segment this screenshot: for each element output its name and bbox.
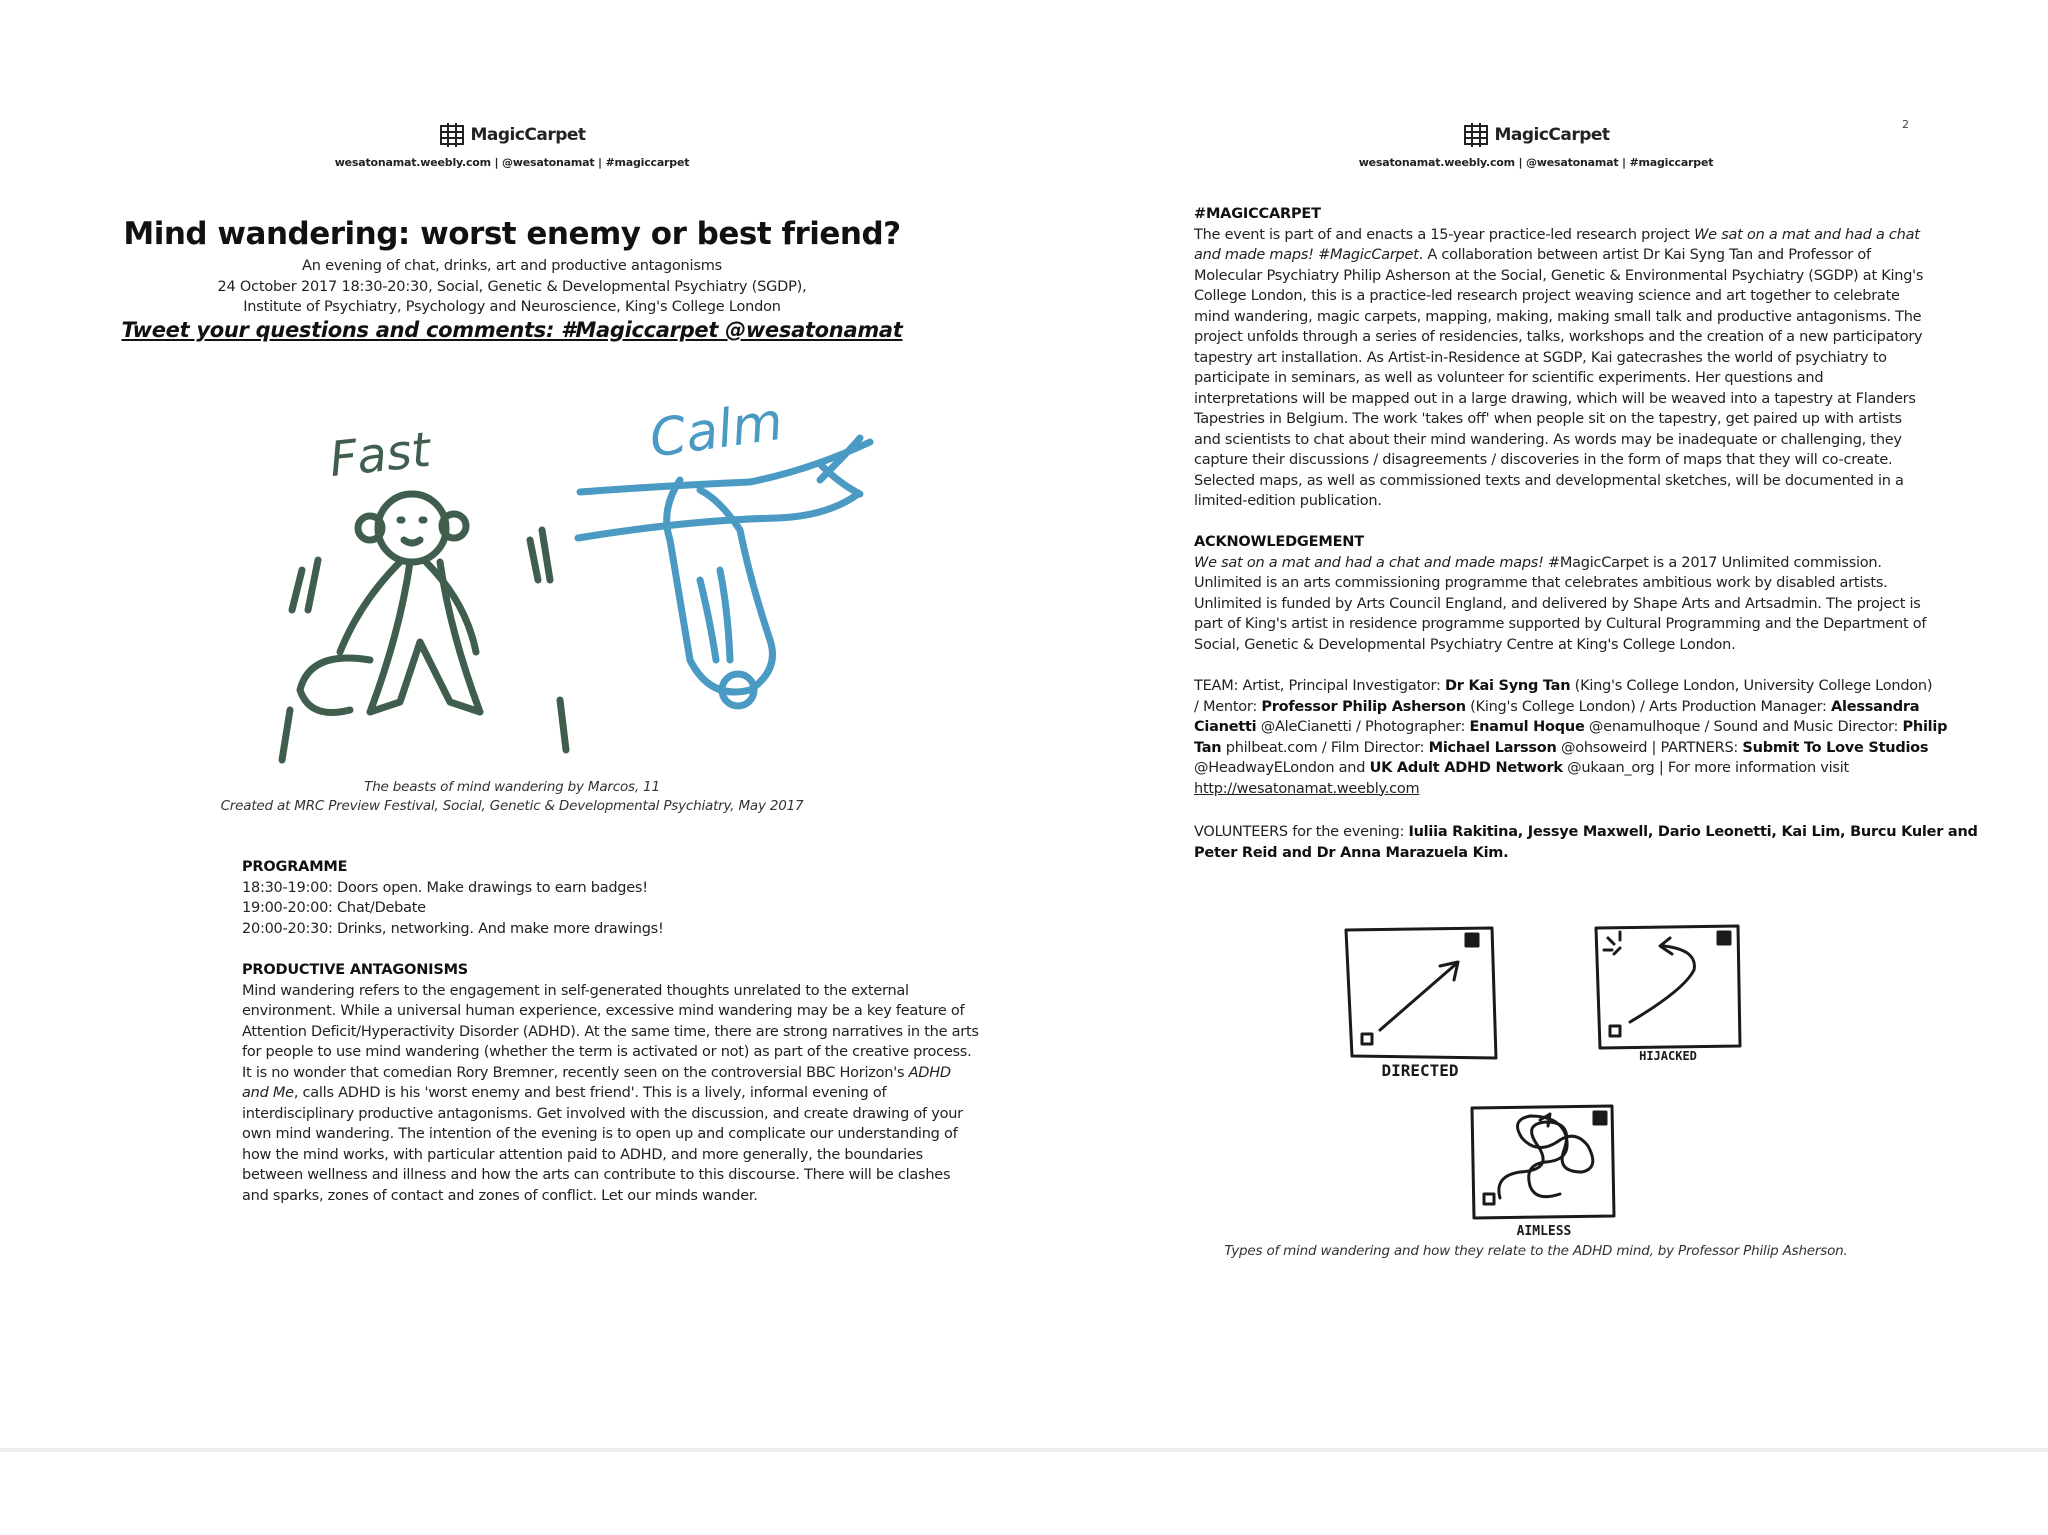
magiccarpet-line: and scientists to chat about their mind wandering. As words may be inadequate or challenging, they — [1194, 431, 1902, 448]
antagonisms-line: interdisciplinary productive antagonisms. Get involved with the discussion, and create drawing of your — [242, 1105, 963, 1122]
project-title-italic: and made maps! #MagicCarpet — [1194, 247, 1419, 263]
magiccarpet-line: capture their discussions / disagreements / discoveries in the form of maps that they will co-create. — [1194, 452, 1893, 468]
acknowledgement-line: Unlimited is funded by Arts Council England, and delivered by Shape Arts and Artsadmin. The project is — [1194, 595, 1921, 612]
project-title-italic: We sat on a mat and had a chat — [1694, 226, 1920, 243]
volunteers-label: VOLUNTEERS for the evening: — [1194, 824, 1409, 840]
hijacked-diagram-icon — [1596, 926, 1740, 1048]
team-text: TEAM: Artist, Principal Investigator: — [1194, 678, 1445, 694]
volunteers-names: Peter Reid and Dr Anna Marazuela Kim. — [1194, 844, 1509, 861]
team-line — [1194, 676, 1947, 697]
acknowledgement-line: Unlimited is an arts commissioning programme that celebrates ambitious work by disabled artists. — [1194, 575, 1888, 591]
volunteers-section — [1194, 822, 1978, 863]
team-name: Cianetti — [1194, 719, 1257, 735]
programme-item: 20:00-20:30: Drinks, networking. And make more drawings! — [242, 920, 664, 937]
antagonisms-line: own mind wandering. The intention of the evening is to open up and complicate our understanding of — [242, 1126, 958, 1142]
team-name: Tan — [1194, 739, 1222, 756]
volunteers-line — [1194, 843, 1978, 864]
volunteers-line — [1194, 822, 1978, 843]
team-text: / Mentor: — [1194, 698, 1262, 715]
directed-label: DIRECTED — [1381, 1061, 1459, 1080]
team-text: (King's College London) / Arts Production Manager: — [1465, 698, 1832, 715]
magiccarpet-heading: #MAGICCARPET — [1194, 206, 1321, 222]
diagram-caption: Types of mind wandering and how they relate to the ADHD mind, by Professor Philip Asherson. — [1224, 1243, 1848, 1259]
website-link[interactable]: http://wesatonamat.weebly.com — [1194, 780, 1420, 797]
team-text: @HeadwayELondon and — [1194, 760, 1370, 776]
drawing-caption — [0, 778, 1024, 816]
volunteers-names: Iuliia Rakitina, Jessye Maxwell, Dario Leonetti, Kai Lim, Burcu Kuler and — [1408, 824, 1978, 840]
programme-heading: PROGRAMME — [242, 859, 348, 875]
team-line — [1194, 717, 1947, 738]
team-name: Alessandra — [1831, 698, 1920, 715]
antagonisms-line: Mind wandering refers to the engagement in self-generated thoughts unrelated to the external — [242, 982, 909, 999]
magic-carpet-logo-icon — [438, 122, 466, 148]
team-line — [1194, 738, 1947, 759]
acknowledgement-line: Social, Genetic & Developmental Psychiatry Centre at King's College London. — [1194, 636, 1736, 653]
caption-line: Created at MRC Preview Festival, Social, Genetic & Developmental Psychiatry, May 2017 — [220, 798, 804, 814]
caption-line: The beasts of mind wandering by Marcos, 11 — [364, 779, 660, 795]
acknowledgement-section — [1194, 532, 1926, 655]
programme-section — [242, 857, 664, 939]
magiccarpet-line: limited-edition publication. — [1194, 493, 1382, 509]
acknowledgement-heading: ACKNOWLEDGEMENT — [1194, 534, 1364, 550]
aimless-diagram-icon — [1472, 1106, 1614, 1218]
antagonisms-title-italic: and Me — [242, 1085, 294, 1101]
subtitle-line: 24 October 2017 18:30-20:30, Social, Genetic & Developmental Psychiatry (SGDP), — [217, 278, 807, 295]
team-name: Enamul Hoque — [1469, 719, 1585, 735]
team-text: @ukaan_org | For more information visit — [1562, 760, 1849, 776]
brand-name: MagicCarpet — [1494, 125, 1610, 145]
acknowledgement-line — [1194, 553, 1926, 574]
fast-label: Fast — [326, 421, 434, 489]
antagonisms-line: and sparks, zones of contact and zones of conflict. Let our minds wander. — [242, 1187, 758, 1204]
subtitle-line: Institute of Psychiatry, Psychology and Neuroscience, King's College London — [243, 299, 781, 315]
page-number: 2 — [1902, 118, 1909, 131]
magiccarpet-line: Molecular Psychiatry Philip Asherson at the Social, Genetic & Environmental Psychiatry (SGDP) at King's — [1194, 267, 1924, 284]
team-name: Dr Kai Syng Tan — [1444, 678, 1571, 694]
team-line — [1194, 779, 1947, 800]
magic-carpet-logo-icon — [1462, 122, 1490, 148]
mind-wandering-types-diagram — [1324, 910, 1784, 1250]
magiccarpet-line: Selected maps, as well as commissioned texts and developmental sketches, will be documented in a — [1194, 472, 1904, 489]
antagonisms-line — [242, 1083, 979, 1104]
acknowledgement-line: part of King's artist in residence programme supported by Cultural Programming and the Department of — [1194, 616, 1927, 632]
team-text: @ohsoweird | PARTNERS: — [1556, 739, 1743, 756]
hijacked-label: HIJACKED — [1639, 1049, 1697, 1063]
magiccarpet-line: project unfolds through a series of residencies, talks, workshops and the creation of a new participatory — [1194, 329, 1923, 345]
acknowledgement-text: #MagicCarpet is a 2017 Unlimited commission. — [1543, 554, 1882, 571]
right-page — [1024, 0, 2048, 1448]
subtitle-line: An evening of chat, drinks, art and productive antagonisms — [302, 258, 722, 274]
magiccarpet-line: participate in seminars, as well as volunteer for scientific experiments. Her questions and — [1194, 370, 1824, 386]
magiccarpet-text: The event is part of and enacts a 15-year practice-led research project — [1194, 226, 1695, 243]
magiccarpet-line: College London, this is a practice-led research project weaving science and art together to celebrate — [1194, 288, 1900, 304]
magiccarpet-line: mind wandering, magic carpets, mapping, making, making small talk and productive antagonisms. The — [1194, 308, 1922, 325]
brand-links: wesatonamat.weebly.com | @wesatonamat | #magiccarpet — [334, 156, 690, 169]
team-name: Submit To Love Studios — [1742, 739, 1929, 756]
magiccarpet-section — [1194, 204, 1923, 512]
directed-diagram-icon — [1346, 928, 1496, 1058]
magiccarpet-line: tapestry art installation. As Artist-in-Residence at SGDP, Kai gatecrashes the world of psychiatry to — [1194, 349, 1887, 366]
monkey-icon — [282, 494, 566, 760]
tweet-prompt: Tweet your questions and comments: #Magiccarpet @wesatonamat — [121, 318, 903, 342]
antagonisms-line: for people to use mind wandering (whether the term is activated or not) as part of the creative process. — [242, 1044, 972, 1060]
project-title-italic: We sat on a mat and had a chat and made maps! — [1194, 554, 1544, 571]
magiccarpet-line: interpretations will be mapped out in a large drawing, which will be weaved into a tapestry at Flanders — [1194, 390, 1916, 407]
antagonisms-text: , calls ADHD is his 'worst enemy and best friend'. This is a lively, informal evening of — [293, 1085, 887, 1101]
magiccarpet-line — [1194, 245, 1923, 266]
antagonisms-heading: PRODUCTIVE ANTAGONISMS — [242, 962, 469, 978]
antagonisms-line: Attention Deficit/Hyperactivity Disorder (ADHD). At the same time, there are strong narratives in the arts — [242, 1023, 979, 1040]
team-text: philbeat.com / Film Director: — [1221, 739, 1429, 756]
programme-item: 18:30-19:00: Doors open. Make drawings to earn badges! — [242, 879, 648, 896]
brand-name: MagicCarpet — [470, 125, 586, 145]
team-line — [1194, 697, 1947, 718]
team-name: UK Adult ADHD Network — [1369, 760, 1563, 776]
antagonisms-line: environment. While a universal human experience, excessive mind wandering may be a key feature of — [242, 1003, 965, 1019]
team-name: Michael Larsson — [1428, 739, 1557, 756]
antagonisms-title-italic: ADHD — [908, 1064, 951, 1081]
antagonisms-line: between wellness and illness and how the arts can contribute to this discourse. There will be clashes — [242, 1167, 951, 1183]
page-title: Mind wandering: worst enemy or best friend? — [123, 216, 901, 252]
beasts-drawing — [260, 380, 910, 780]
antagonisms-text: It is no wonder that comedian Rory Bremner, recently seen on the controversial BBC Horizon's — [242, 1064, 905, 1081]
brand-links: wesatonamat.weebly.com | @wesatonamat | #magiccarpet — [1358, 156, 1714, 169]
antagonisms-line: how the mind works, with particular attention paid to ADHD, and more generally, the boundaries — [242, 1146, 923, 1163]
aimless-label: AIMLESS — [1516, 1224, 1572, 1239]
brand-header-right — [1024, 120, 2048, 169]
team-section — [1194, 676, 1947, 799]
team-text: @enamulhoque / Sound and Music Director: — [1584, 719, 1903, 735]
left-page — [0, 0, 1024, 1448]
magiccarpet-line: Tapestries in Belgium. The work 'takes off' when people sit on the tapestry, get paired up with artists — [1194, 411, 1902, 427]
page-bottom-divider — [0, 1448, 2048, 1452]
team-name: Professor Philip Asherson — [1261, 698, 1466, 715]
team-text: @AleCianetti / Photographer: — [1256, 719, 1470, 735]
sloth-icon — [578, 438, 870, 706]
antagonisms-line — [242, 1063, 979, 1084]
event-subtitle — [0, 256, 1024, 318]
team-text: (King's College London, University College London) — [1570, 678, 1933, 694]
team-line — [1194, 758, 1947, 779]
team-name: Philip — [1902, 719, 1948, 735]
magiccarpet-text: . A collaboration between artist Dr Kai Syng Tan and Professor of — [1418, 247, 1871, 263]
antagonisms-section — [242, 960, 979, 1206]
programme-item: 19:00-20:00: Chat/Debate — [242, 900, 426, 916]
magiccarpet-line — [1194, 225, 1923, 246]
brand-header-left — [0, 120, 1024, 169]
calm-label: Calm — [646, 391, 787, 470]
